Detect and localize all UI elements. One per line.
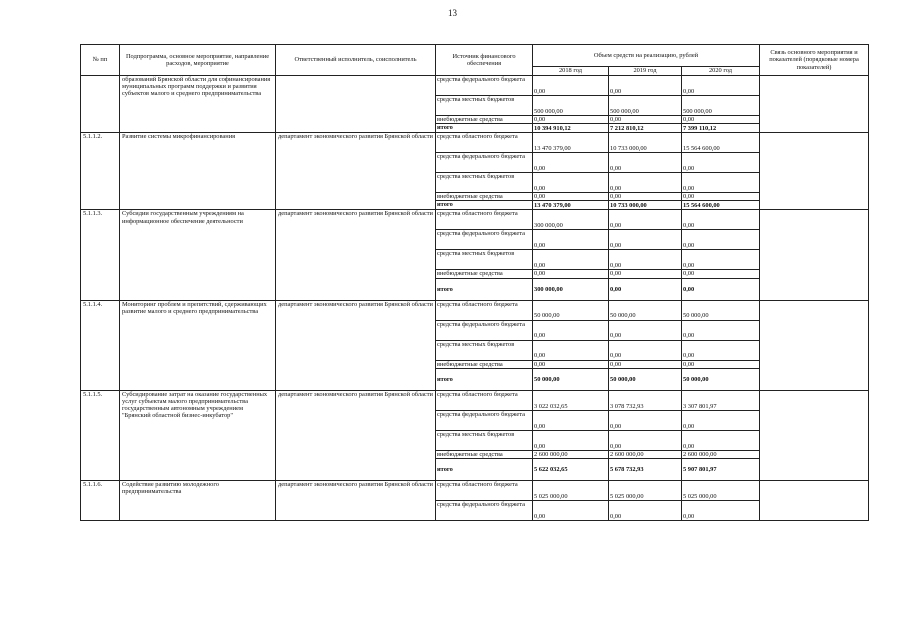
source-cell: средства местных бюджетов [436,173,533,193]
indicator-link-cell [760,390,869,480]
amount-2019-cell: 0,00 [609,320,682,340]
indicator-link-cell [760,76,869,133]
amount-2019-cell: 0,00 [609,430,682,450]
source-cell: средства местных бюджетов [436,430,533,450]
amount-2020-cell: 0,00 [682,320,760,340]
source-cell: внебюджетные средства [436,450,533,458]
amount-2020-cell: 0,00 [682,76,760,96]
amount-2019-cell: 0,00 [609,173,682,193]
amount-2018-cell: 0,00 [533,320,609,340]
amount-2018-cell: 0,00 [533,430,609,450]
amount-2020-cell: 7 399 110,12 [682,124,760,133]
amount-2018-cell: 0,00 [533,340,609,360]
amount-2019-cell: 0,00 [609,153,682,173]
table-row [81,481,869,501]
item-number-cell: 5.1.1.6. [81,481,120,521]
amount-2019-cell: 0,00 [609,250,682,270]
executor-cell: департамент экономического развития Брянской области [276,481,436,521]
item-name-cell: Субсидии государственным учреждениям на информационное обеспечение деятельности [120,210,276,300]
source-cell: внебюджетные средства [436,270,533,278]
executor-cell: департамент экономического развития Брянской области [276,390,436,480]
amount-2020-cell: 2 600 000,00 [682,450,760,458]
amount-2019-cell: 0,00 [609,360,682,368]
amount-2020-cell: 0,00 [682,410,760,430]
amount-2019-cell: 0,00 [609,278,682,300]
amount-2020-cell: 0,00 [682,173,760,193]
amount-2018-cell: 0,00 [533,410,609,430]
header-year-2020: 2020 год [682,67,760,76]
indicator-link-cell [760,481,869,521]
indicator-link-cell [760,210,869,300]
source-cell: средства областного бюджета [436,481,533,501]
amount-2018-cell: 0,00 [533,76,609,96]
amount-2020-cell: 0,00 [682,230,760,250]
amount-2019-cell: 0,00 [609,230,682,250]
indicator-link-cell [760,300,869,390]
amount-2020-cell: 0,00 [682,278,760,300]
table-row [81,133,869,153]
source-cell: средства федерального бюджета [436,76,533,96]
item-number-cell: 5.1.1.2. [81,133,120,210]
amount-2020-cell: 500 000,00 [682,96,760,116]
item-name-cell: Субсидирование затрат на оказание государственных услуг субъектам малого предпринимательства государственным автономным учреждением "Брянский областной бизнес-инкубатор" [120,390,276,480]
amount-2020-cell: 0,00 [682,270,760,278]
source-cell: средства областного бюджета [436,300,533,320]
amount-2019-cell: 0,00 [609,340,682,360]
table-row [81,76,869,96]
amount-2019-cell: 0,00 [609,76,682,96]
amount-2018-cell: 0,00 [533,250,609,270]
funding-table [80,44,869,521]
source-cell: итого [436,278,533,300]
amount-2018-cell: 0,00 [533,153,609,173]
amount-2018-cell: 50 000,00 [533,368,609,390]
amount-2020-cell: 0,00 [682,501,760,521]
amount-2018-cell: 13 470 379,00 [533,133,609,153]
amount-2018-cell: 13 470 379,00 [533,201,609,210]
amount-2019-cell: 0,00 [609,410,682,430]
amount-2018-cell: 0,00 [533,230,609,250]
source-cell: средства федерального бюджета [436,501,533,521]
amount-2020-cell: 5 907 801,97 [682,459,760,481]
source-cell: внебюджетные средства [436,193,533,201]
amount-2019-cell: 0,00 [609,210,682,230]
amount-2018-cell: 300 000,00 [533,210,609,230]
amount-2019-cell: 10 733 000,00 [609,201,682,210]
source-cell: внебюджетные средства [436,360,533,368]
item-number-cell: 5.1.1.4. [81,300,120,390]
source-cell: средства федерального бюджета [436,410,533,430]
header-no: № пп [81,45,120,76]
header-amount: Объем средств на реализацию, рублей [533,45,760,67]
source-cell: средства областного бюджета [436,390,533,410]
source-cell: итого [436,201,533,210]
table-row [81,300,869,320]
amount-2019-cell: 10 733 000,00 [609,133,682,153]
table-row [81,210,869,230]
header-year-2018: 2018 год [533,67,609,76]
header-executor: Ответственный исполнитель, соисполнитель [276,45,436,76]
source-cell: средства федерального бюджета [436,230,533,250]
header-link: Связь основного мероприятия и показателей (порядковые номера показателей) [760,45,869,76]
source-cell: итого [436,459,533,481]
header-source: Источник финансового обеспечения [436,45,533,76]
amount-2018-cell: 0,00 [533,501,609,521]
amount-2020-cell: 3 307 801,97 [682,390,760,410]
source-cell: средства местных бюджетов [436,340,533,360]
amount-2020-cell: 50 000,00 [682,300,760,320]
amount-2020-cell: 15 564 600,00 [682,201,760,210]
amount-2018-cell: 3 022 032,65 [533,390,609,410]
amount-2019-cell: 2 600 000,00 [609,450,682,458]
amount-2018-cell: 0,00 [533,116,609,124]
amount-2018-cell: 50 000,00 [533,300,609,320]
executor-cell: департамент экономического развития Брянской области [276,210,436,300]
amount-2019-cell: 0,00 [609,270,682,278]
item-name-cell: Содействие развитию молодежного предпринимательства [120,481,276,521]
indicator-link-cell [760,133,869,210]
header-year-2019: 2019 год [609,67,682,76]
amount-2019-cell: 500 000,00 [609,96,682,116]
amount-2018-cell: 0,00 [533,360,609,368]
page-number: 13 [448,8,457,18]
amount-2020-cell: 0,00 [682,250,760,270]
table-row [81,390,869,410]
amount-2019-cell: 50 000,00 [609,368,682,390]
item-number-cell: 5.1.1.3. [81,210,120,300]
amount-2018-cell: 5 622 032,65 [533,459,609,481]
source-cell: средства местных бюджетов [436,96,533,116]
amount-2020-cell: 5 025 000,00 [682,481,760,501]
amount-2020-cell: 0,00 [682,340,760,360]
amount-2019-cell: 0,00 [609,193,682,201]
item-number-cell: 5.1.1.5. [81,390,120,480]
amount-2019-cell: 5 025 000,00 [609,481,682,501]
source-cell: средства областного бюджета [436,133,533,153]
header-program: Подпрограмма, основное мероприятие, направление расходов, мероприятие [120,45,276,76]
amount-2020-cell: 0,00 [682,116,760,124]
amount-2018-cell: 300 000,00 [533,278,609,300]
executor-cell [276,76,436,133]
executor-cell: департамент экономического развития Брянской области [276,133,436,210]
amount-2019-cell: 3 078 732,93 [609,390,682,410]
source-cell: средства федерального бюджета [436,320,533,340]
amount-2020-cell: 50 000,00 [682,368,760,390]
executor-cell: департамент экономического развития Брянской области [276,300,436,390]
item-name-cell: образований Брянской области для софинансирования муниципальных программ поддержки и развития субъектов малого и среднего предпринимательства [120,76,276,133]
amount-2018-cell: 0,00 [533,193,609,201]
amount-2018-cell: 5 025 000,00 [533,481,609,501]
amount-2020-cell: 0,00 [682,210,760,230]
table-body [81,76,869,521]
amount-2018-cell: 10 394 910,12 [533,124,609,133]
item-name-cell: Мониторинг проблем и препятствий, сдерживающих развитие малого и среднего предпринимательства [120,300,276,390]
amount-2018-cell: 500 000,00 [533,96,609,116]
source-cell: итого [436,124,533,133]
amount-2019-cell: 7 212 810,12 [609,124,682,133]
amount-2019-cell: 0,00 [609,501,682,521]
source-cell: средства федерального бюджета [436,153,533,173]
amount-2020-cell: 0,00 [682,430,760,450]
amount-2019-cell: 50 000,00 [609,300,682,320]
source-cell: средства областного бюджета [436,210,533,230]
source-cell: внебюджетные средства [436,116,533,124]
amount-2020-cell: 0,00 [682,153,760,173]
amount-2020-cell: 15 564 600,00 [682,133,760,153]
amount-2020-cell: 0,00 [682,360,760,368]
amount-2019-cell: 5 678 732,93 [609,459,682,481]
amount-2019-cell: 0,00 [609,116,682,124]
source-cell: средства местных бюджетов [436,250,533,270]
source-cell: итого [436,368,533,390]
amount-2018-cell: 2 600 000,00 [533,450,609,458]
amount-2018-cell: 0,00 [533,270,609,278]
amount-2018-cell: 0,00 [533,173,609,193]
amount-2020-cell: 0,00 [682,193,760,201]
item-name-cell: Развитие системы микрофинансирования [120,133,276,210]
item-number-cell [81,76,120,133]
